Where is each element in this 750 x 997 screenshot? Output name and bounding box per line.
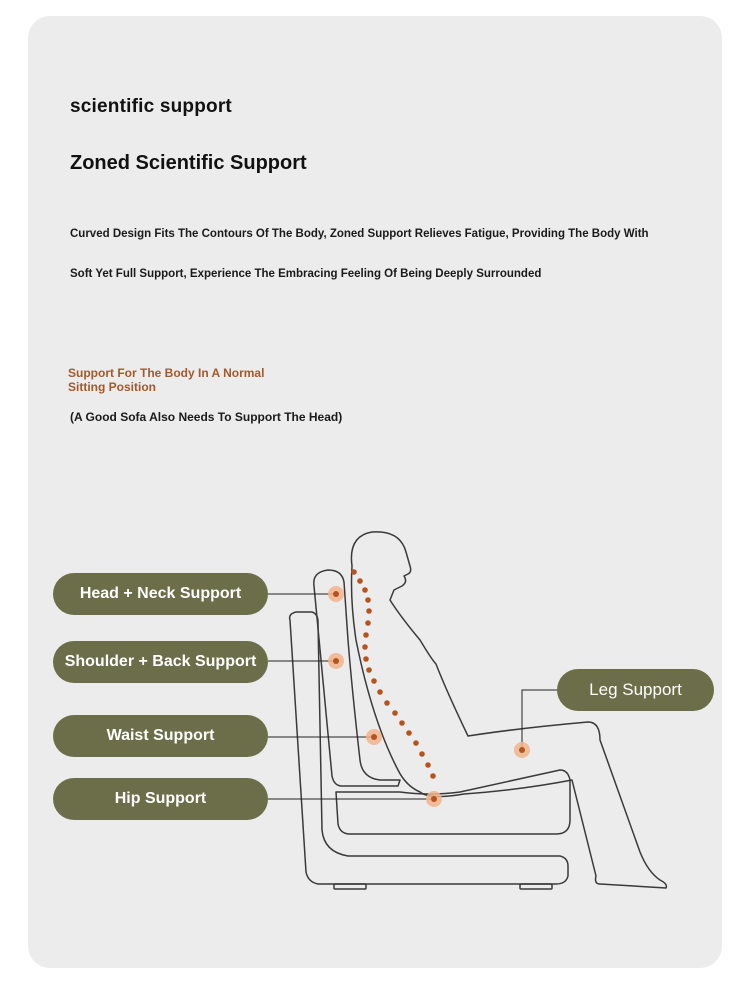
sitting-position-label: Support For The Body In A Normal Sitting Position: [68, 366, 265, 394]
shoulder-back-support-label: Shoulder + Back Support: [53, 641, 268, 683]
head-neck-support-label: Head + Neck Support: [53, 573, 268, 615]
sofa-leg-right: [520, 884, 552, 889]
description-line-1: Curved Design Fits The Contours Of The Body, Zoned Support Relieves Fatigue, Providing The Body With: [70, 228, 649, 240]
page-heading: Zoned Scientific Support: [70, 152, 307, 174]
description-line-2: Soft Yet Full Support, Experience The Embracing Feeling Of Being Deeply Surrounded: [70, 268, 542, 280]
waist-support-label: Waist Support: [53, 715, 268, 757]
head-support-note: (A Good Sofa Also Needs To Support The Head): [70, 410, 343, 424]
support-markers: [328, 586, 530, 807]
section-kicker: scientific support: [70, 96, 232, 117]
hip-support-label: Hip Support: [53, 778, 268, 820]
sofa-back-cushion: [314, 570, 400, 786]
sofa-seat-cushion: [336, 770, 570, 834]
sofa-leg-left: [334, 884, 366, 889]
leg-support-label: Leg Support: [557, 669, 714, 711]
